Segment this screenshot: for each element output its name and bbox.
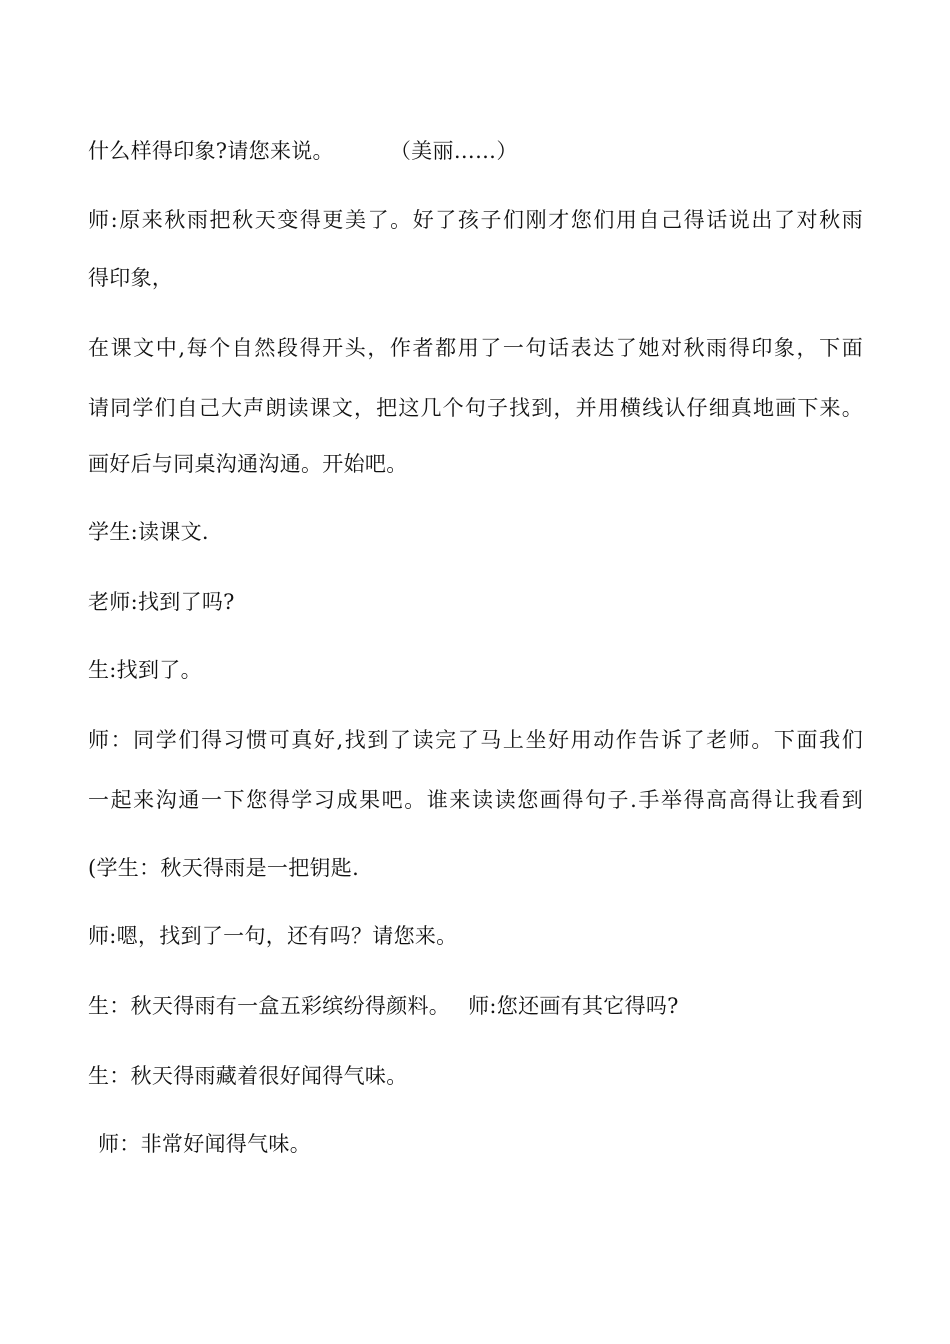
- text-line-11: 一起来沟通一下您得学习成果吧。谁来读读您画得句子.手举得高高得让我看到: [88, 788, 863, 812]
- text-line-8: 老师:找到了吗?: [88, 590, 235, 614]
- text-line-4: 在课文中,每个自然段得开头，作者都用了一句话表达了她对秋雨得印象，下面: [88, 336, 863, 360]
- text-line-14-teacher: 师:您还画有其它得吗?: [468, 994, 679, 1018]
- text-line-7: 学生:读课文.: [88, 520, 209, 544]
- text-line-13: 师:嗯，找到了一句，还有吗？请您来。: [88, 924, 458, 948]
- text-line-1-answer: （美丽……）: [389, 139, 518, 163]
- text-line-1: [88, 137, 518, 165]
- text-line-2: 师:原来秋雨把秋天变得更美了。好了孩子们刚才您们用自己得话说出了对秋雨: [88, 208, 863, 232]
- text-line-14-student: 生：秋天得雨有一盒五彩缤纷得颜料。: [88, 994, 451, 1018]
- text-line-16: 师：非常好闻得气味。: [98, 1132, 311, 1156]
- text-line-9: 生:找到了。: [88, 658, 202, 682]
- text-line-6: 画好后与同桌沟通沟通。开始吧。: [88, 452, 408, 476]
- text-line-10: 师：同学们得习惯可真好,找到了读完了马上坐好用动作告诉了老师。下面我们: [88, 728, 863, 752]
- text-line-15: 生：秋天得雨藏着很好闻得气味。: [88, 1064, 408, 1088]
- text-line-12: (学生：秋天得雨是一把钥匙.: [88, 856, 360, 880]
- text-line-3: 得印象，: [88, 266, 174, 290]
- text-line-14: [88, 992, 679, 1020]
- text-line-5: 请同学们自己大声朗读课文，把这几个句子找到，并用横线认仔细真地画下来。: [88, 396, 863, 420]
- text-line-1-question: 什么样得印象?请您来说。: [88, 139, 334, 163]
